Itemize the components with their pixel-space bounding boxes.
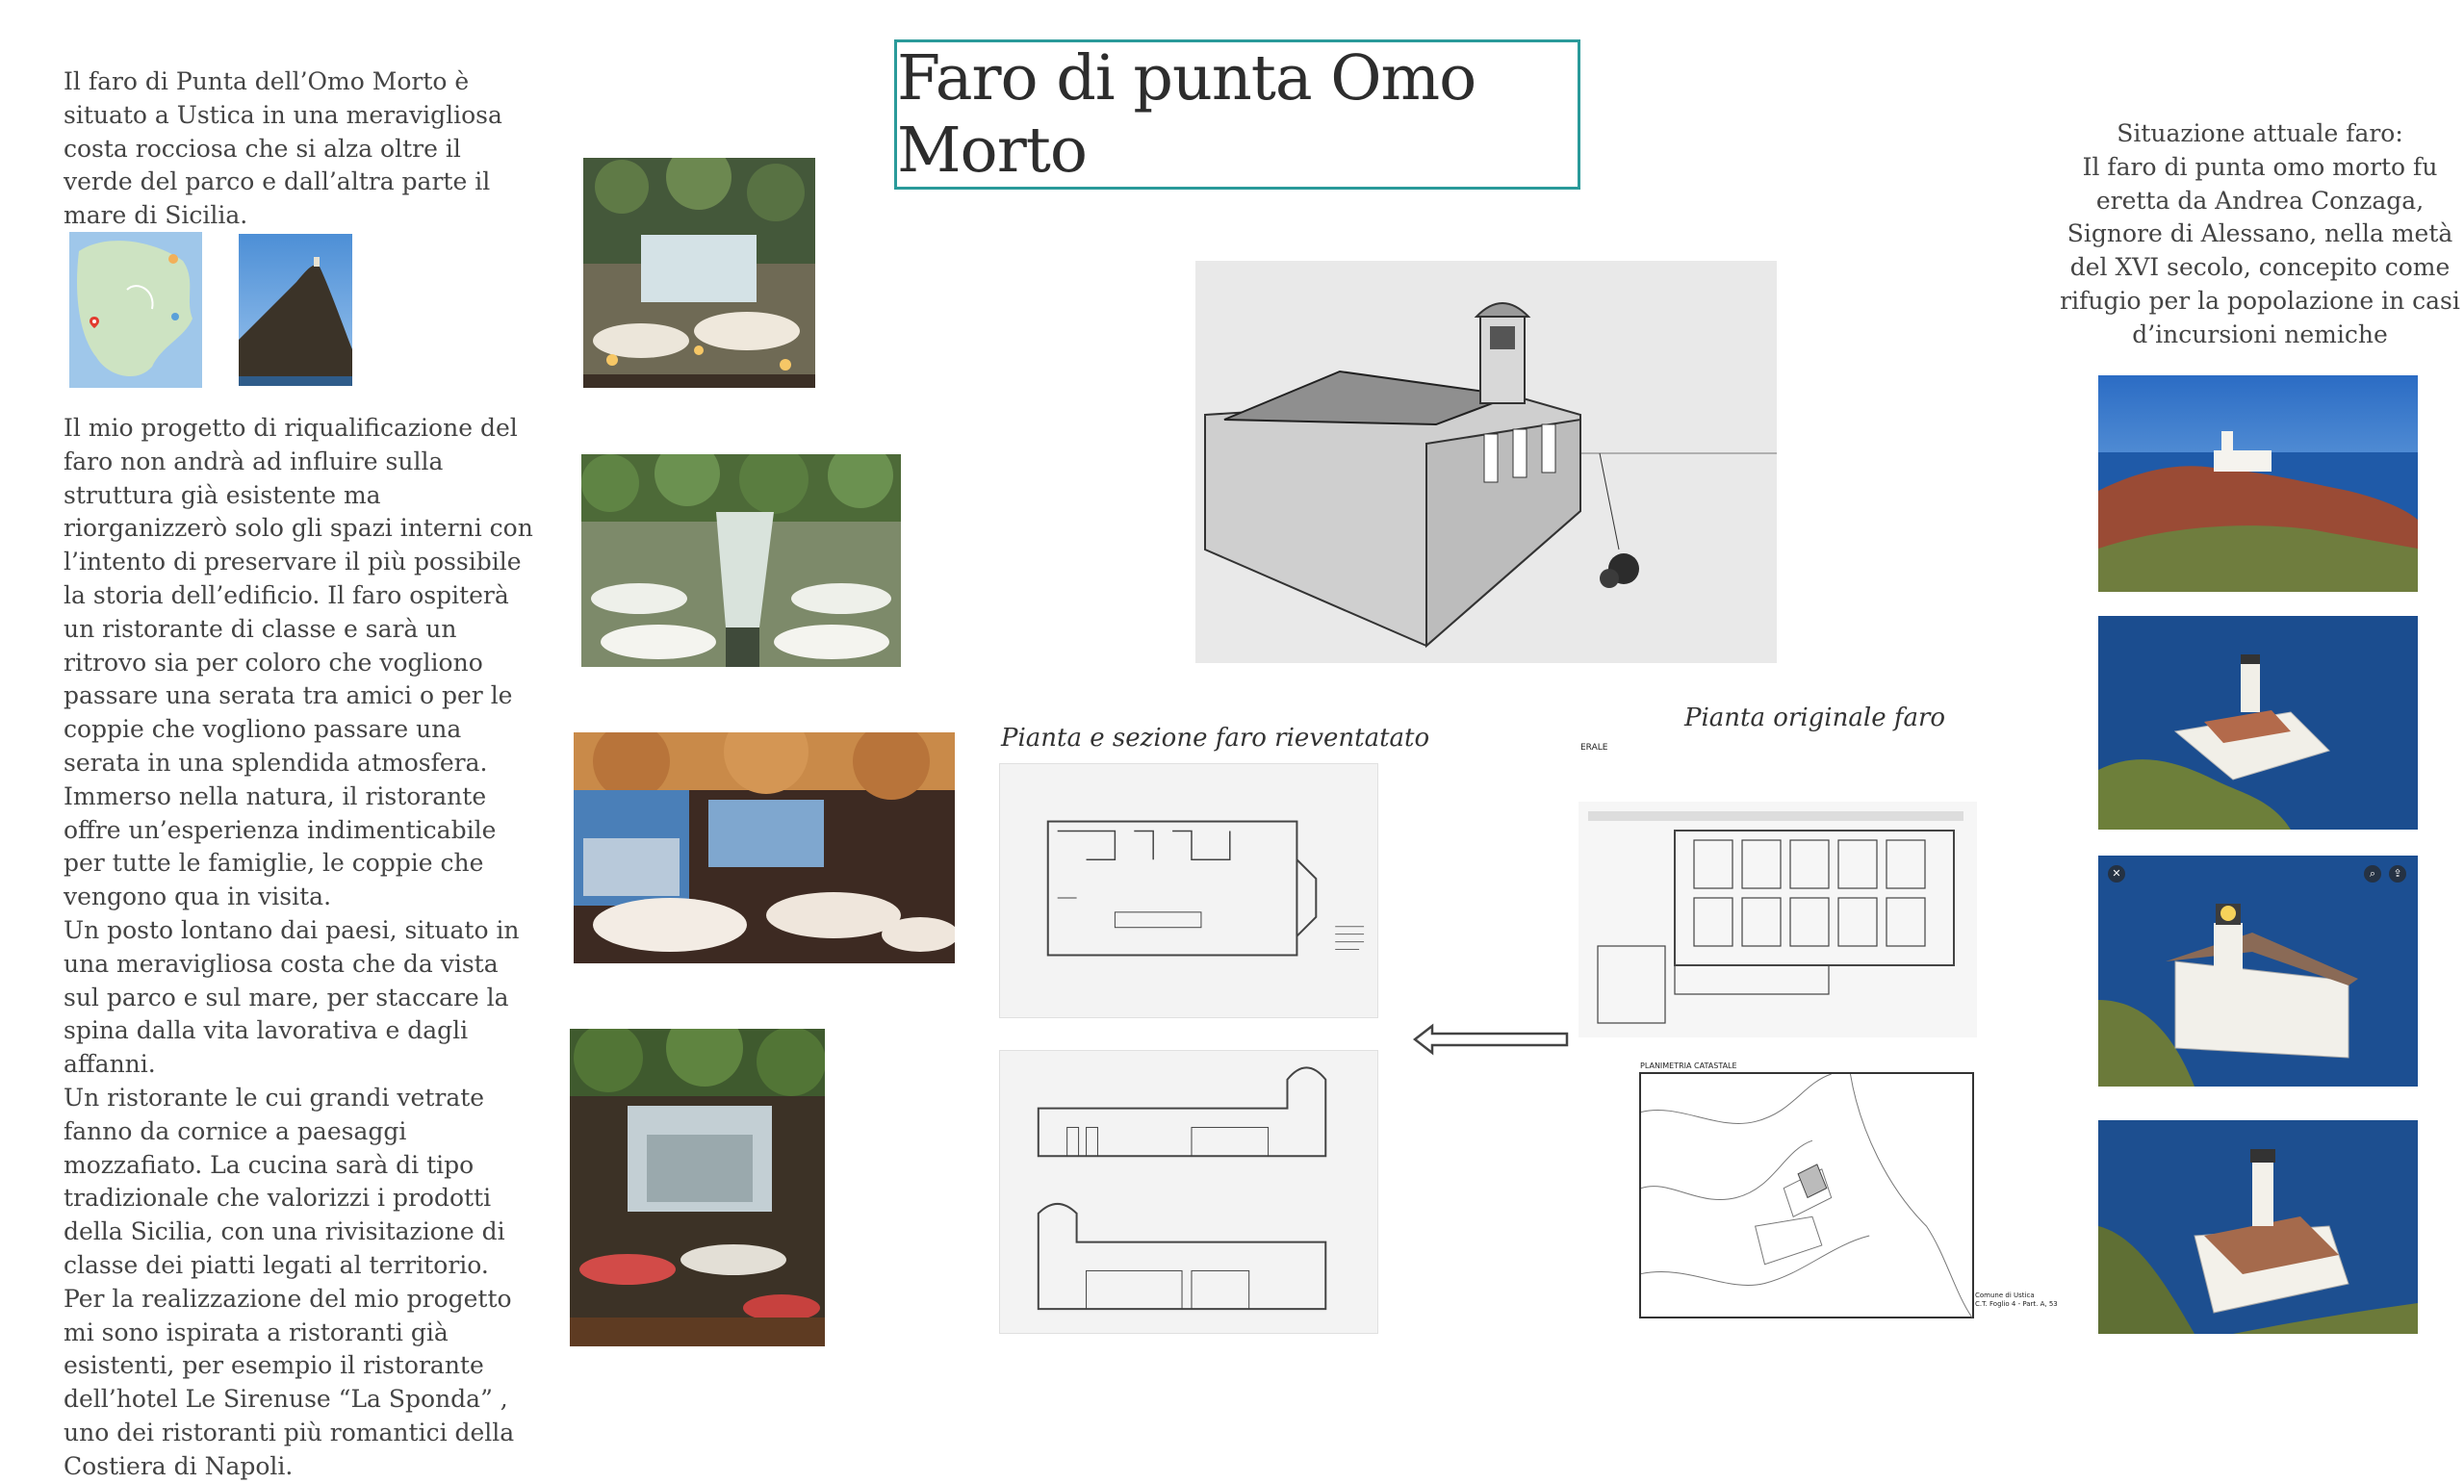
lighthouse-photo-4	[2098, 1120, 2418, 1334]
cliff-thumbnail	[239, 234, 352, 386]
project-paragraph: Per la realizzazione del mio progetto mi sono ispirata a ristoranti già esistenti, per esempio il ristorante dell’hotel Le Sirenuse “La Sponda” , uno dei ristoranti più romantici della Costiera di Napoli.	[64, 1284, 515, 1480]
lighthouse-photo-2	[2098, 616, 2418, 830]
project-paragraph: Un ristorante le cui grandi vetrate fanno da cornice a paesaggi mozzafiato. La cucina sarà di tipo tradizionale che valorizzi i prodotti della Sicilia, con una rivisitazione di classe dei piatti legati al territorio.	[64, 1083, 505, 1279]
title-box	[894, 39, 1580, 190]
situation-heading: Situazione attuale faro:	[2117, 119, 2403, 147]
situation-text	[2048, 117, 2464, 352]
project-description	[64, 412, 535, 1484]
erale-label: ERALE	[1580, 743, 1608, 753]
map-pin-icon	[89, 317, 100, 328]
lighthouse-photo-3	[2098, 856, 2418, 1087]
map-thumbnail	[69, 232, 202, 388]
restaurant-photo-3	[574, 732, 955, 963]
intro-text: Il faro di Punta dell’Omo Morto è situato a Ustica in una meravigliosa costa rocciosa che si alza oltre il verde del parco e dall’altra parte il mare di Sicilia.	[64, 67, 502, 230]
project-paragraph: Un posto lontano dai paesi, situato in una meravigliosa costa che da vista sul parco e sul mare, per staccare la spina dalla vita lavorativa e dagli affanni.	[64, 915, 520, 1079]
cadastral-source	[1975, 1292, 2058, 1309]
restaurant-photo-4	[570, 1029, 825, 1346]
lens-icon[interactable]: ⌕	[2364, 865, 2381, 883]
project-paragraph: Il mio progetto di riqualificazione del faro non andrà ad influire sulla struttura già esistente ma riorganizzerò solo gli spazi interni con l’intento di preservare il più possibile la storia dell’edificio. Il faro ospiterà un ristorante di classe e sarà un ritrovo sia per coloro che vogliono passare una serata tra amici o per le coppie che vogliono passare una serata in una splendida atmosfera.	[64, 414, 533, 777]
page-title: Faro di punta Omo Morto	[897, 42, 1476, 187]
cadastral-foglio: C.T. Foglio 4 - Part. A, 53	[1975, 1300, 2058, 1308]
new-section-drawing	[999, 1050, 1378, 1334]
new-plan-caption: Pianta e sezione faro rieventatato	[1001, 724, 1430, 753]
cadastral-comune: Comune di Ustica	[1975, 1292, 2035, 1299]
close-icon[interactable]: ✕	[2108, 865, 2125, 883]
lighthouse-photo-1	[2098, 375, 2418, 592]
situation-body: Il faro di punta omo morto fu eretta da Andrea Conzaga, Signore di Alessano, nella metà del XVI secolo, concepito come rifugio per la popolazione in casi d’incursioni nemiche	[2060, 152, 2460, 348]
lighthouse-sketch	[1195, 261, 1777, 663]
original-plan-caption: Pianta originale faro	[1684, 704, 1946, 732]
cadastral-map	[1639, 1072, 1974, 1318]
planimetria-label: PLANIMETRIA CATASTALE	[1640, 1062, 1737, 1070]
original-floor-plan	[1578, 802, 1977, 1037]
new-floor-plan	[999, 763, 1378, 1018]
restaurant-photo-2	[581, 454, 901, 667]
restaurant-photo-1	[583, 158, 815, 388]
arrow-left-icon	[1413, 1022, 1569, 1057]
project-paragraph: Immerso nella natura, il ristorante offre un’esperienza indimenticabile per tutte le famiglie, le coppie che vengono qua in visita.	[64, 781, 497, 911]
share-icon[interactable]: ⇪	[2389, 865, 2406, 883]
